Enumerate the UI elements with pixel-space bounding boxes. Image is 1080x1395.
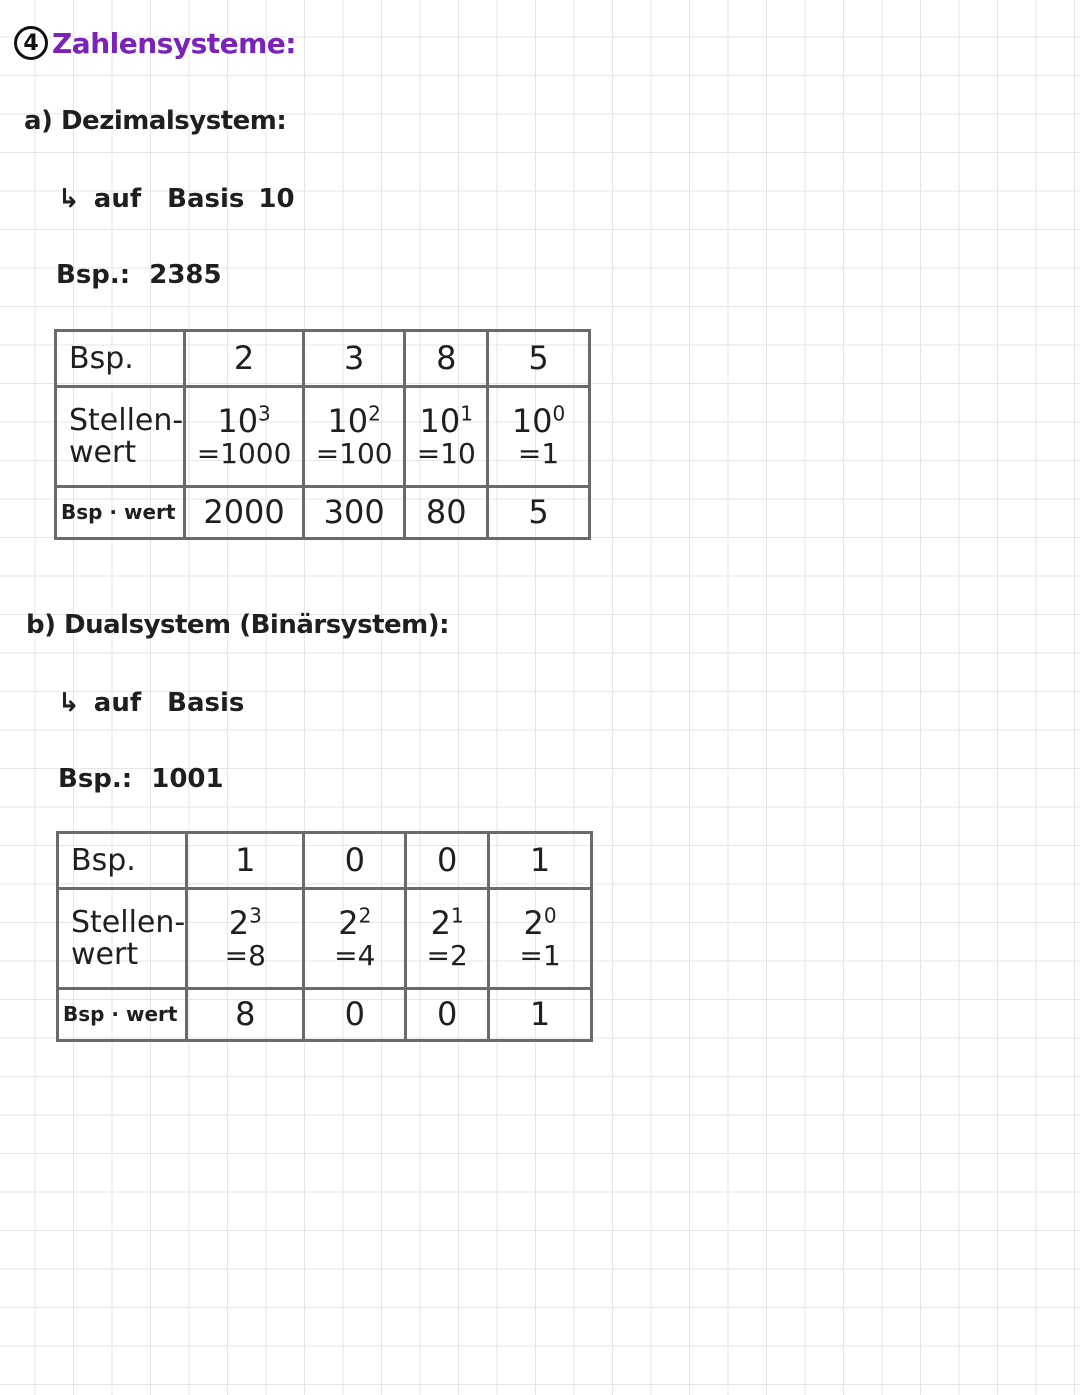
row-label-product: Bsp · wert <box>56 487 185 539</box>
digit-cell: 5 <box>488 331 590 387</box>
digit-cell: 1 <box>489 833 592 889</box>
power-value: =1 <box>517 436 560 470</box>
section-b-example <box>58 764 224 794</box>
product-cell: 300 <box>303 487 405 539</box>
label-line-1: Stellen- <box>71 905 186 940</box>
power-base: 2 <box>338 904 359 942</box>
section-a-basis-line <box>58 184 295 214</box>
basis-prefix: auf <box>93 688 142 718</box>
basis-prefix: auf <box>93 184 142 214</box>
table-row <box>58 833 592 889</box>
product-cell: 80 <box>405 487 488 539</box>
power-base: 10 <box>217 402 259 440</box>
label-line-2: wert <box>69 434 137 470</box>
table-row <box>58 889 592 989</box>
example-label: Bsp.: <box>56 260 131 290</box>
power-exponent: 0 <box>552 401 566 426</box>
place-value-cell <box>303 387 405 487</box>
page-title <box>14 26 296 60</box>
power-base: 2 <box>523 904 544 942</box>
section-a-example <box>56 260 222 290</box>
power-value: =1000 <box>196 436 292 470</box>
digit-cell: 8 <box>405 331 488 387</box>
row-label-digit: Bsp. <box>58 833 187 889</box>
row-label-digit: Bsp. <box>56 331 185 387</box>
digit-cell: 0 <box>304 833 406 889</box>
place-value-cell <box>185 387 304 487</box>
label-line-1: Stellen- <box>69 403 184 438</box>
binary-table <box>56 831 593 1042</box>
table-row <box>56 387 590 487</box>
section-number-badge: 4 <box>14 26 48 60</box>
arrow-icon: ↳ <box>58 688 80 718</box>
row-label-product: Bsp · wert <box>58 989 187 1041</box>
place-value-cell <box>187 889 304 989</box>
label-line-2: wert <box>71 936 139 972</box>
section-b-basis-line <box>58 688 244 718</box>
example-value: 2385 <box>149 260 222 290</box>
basis-word: Basis <box>167 688 245 718</box>
product-cell: 1 <box>489 989 592 1041</box>
power-value: =2 <box>426 938 468 972</box>
power-exponent: 3 <box>249 903 262 928</box>
power-exponent: 1 <box>460 401 473 426</box>
decimal-table <box>54 329 591 540</box>
product-cell: 5 <box>488 487 590 539</box>
basis-value: 10 <box>258 184 295 214</box>
product-cell: 0 <box>304 989 406 1041</box>
product-cell: 2000 <box>185 487 304 539</box>
table-row <box>56 487 590 539</box>
digit-cell: 0 <box>406 833 489 889</box>
product-cell: 0 <box>406 989 489 1041</box>
place-value-cell <box>406 889 489 989</box>
power-value: =1 <box>519 938 561 972</box>
place-value-cell <box>489 889 592 989</box>
power-value: =4 <box>334 938 376 972</box>
power-exponent: 1 <box>450 903 464 928</box>
example-value: 1001 <box>151 764 224 794</box>
section-b-heading: b) Dualsystem (Binärsystem): <box>26 610 450 640</box>
place-value-cell <box>488 387 590 487</box>
digit-cell: 2 <box>185 331 304 387</box>
title-text: Zahlensysteme: <box>52 26 296 60</box>
power-base: 10 <box>419 402 461 440</box>
power-exponent: 2 <box>358 903 372 928</box>
power-base: 10 <box>327 402 369 440</box>
power-base: 2 <box>430 904 451 942</box>
power-exponent: 2 <box>368 401 381 426</box>
power-value: =100 <box>315 436 393 470</box>
row-label-place-value <box>56 387 185 487</box>
power-exponent: 3 <box>258 401 271 426</box>
section-a-heading: a) Dezimalsystem: <box>24 106 287 136</box>
table-row <box>56 331 590 387</box>
arrow-icon: ↳ <box>58 184 80 214</box>
digit-cell: 1 <box>187 833 304 889</box>
power-base: 10 <box>511 402 553 440</box>
power-value: =10 <box>416 436 476 470</box>
digit-cell: 3 <box>303 331 405 387</box>
example-label: Bsp.: <box>58 764 133 794</box>
basis-word: Basis <box>167 184 245 214</box>
table-row <box>58 989 592 1041</box>
power-exponent: 0 <box>543 903 557 928</box>
place-value-cell <box>405 387 488 487</box>
power-base: 2 <box>228 904 250 942</box>
row-label-place-value <box>58 889 187 989</box>
power-value: =8 <box>224 938 266 972</box>
place-value-cell <box>304 889 406 989</box>
product-cell: 8 <box>187 989 304 1041</box>
